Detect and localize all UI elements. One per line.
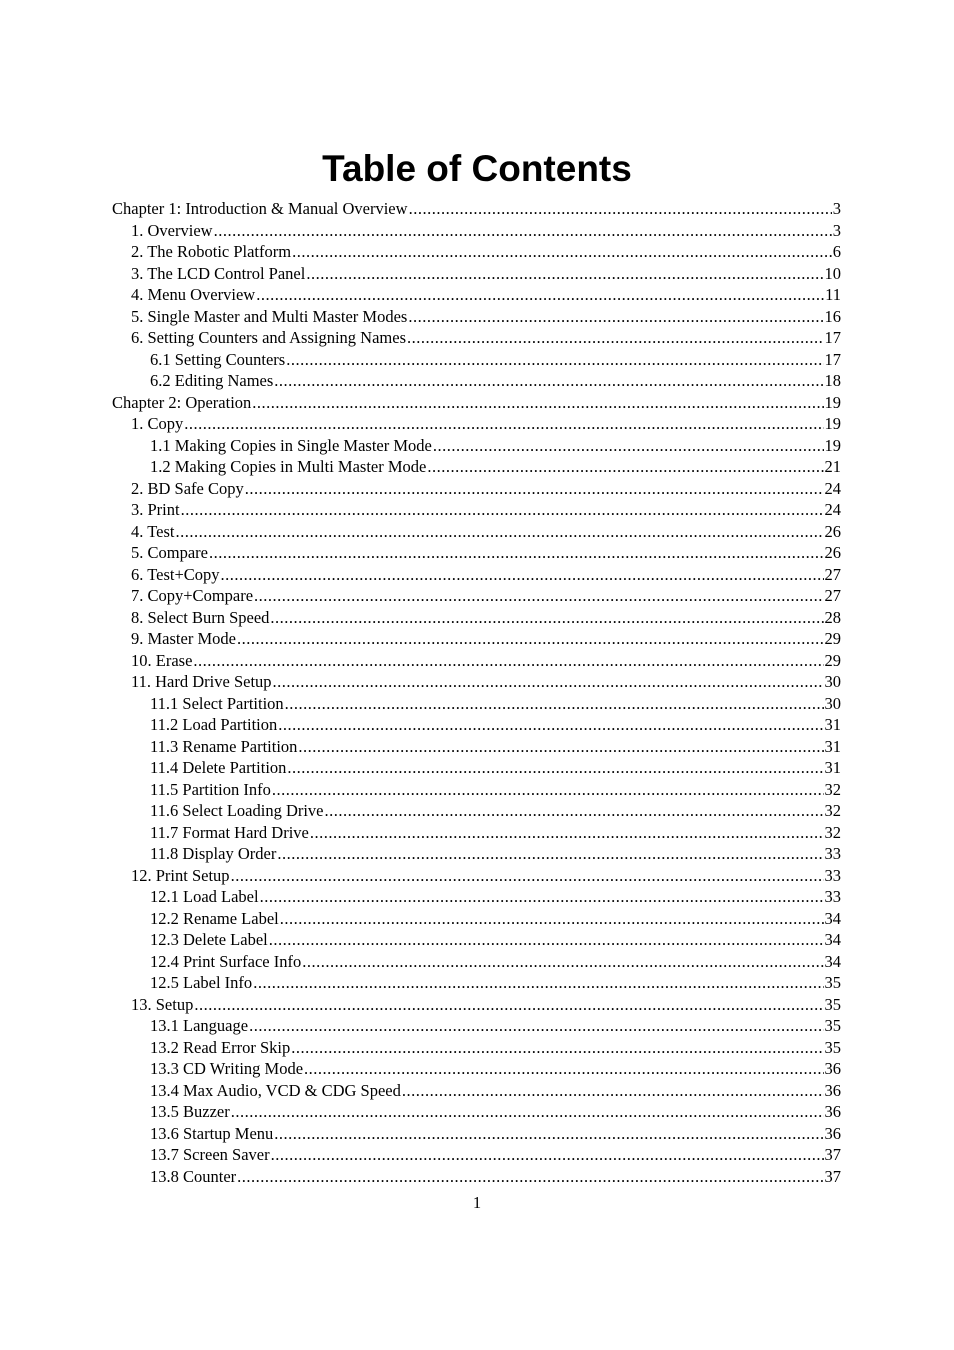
toc-dot-leader: [175, 521, 823, 543]
toc-entry-label: 6. Test+Copy: [131, 564, 220, 584]
toc-dot-leader: [252, 392, 823, 414]
toc-entry-page: 24: [824, 500, 841, 519]
toc-entry[interactable]: [112, 714, 841, 736]
toc-dot-leader: [214, 220, 832, 242]
toc-entry-page: 31: [824, 715, 841, 734]
toc-entry-label: 11.5 Partition Info: [150, 779, 271, 799]
toc-dot-leader: [194, 994, 823, 1016]
toc-entry-page: 30: [824, 672, 841, 691]
toc-entry-label: Chapter 1: Introduction & Manual Overview: [112, 199, 408, 218]
toc-entry-label: 11.2 Load Partition: [150, 715, 278, 734]
toc-entry-page: 35: [824, 973, 841, 992]
toc-dot-leader: [302, 951, 823, 973]
toc-entry-label: 11.1 Select Partition: [150, 693, 284, 713]
toc-entry-label: 12. Print Setup: [131, 865, 230, 885]
toc-entry-label: 2. BD Safe Copy: [131, 478, 244, 498]
toc-dot-leader: [427, 456, 823, 478]
toc-entry[interactable]: [112, 349, 841, 371]
toc-entry[interactable]: [112, 1037, 841, 1059]
toc-entry-page: 36: [824, 1123, 841, 1143]
toc-entry-label: 7. Copy+Compare: [131, 586, 254, 605]
toc-entry-label: Chapter 2: Operation: [112, 392, 252, 412]
toc-entry-page: 19: [824, 414, 841, 433]
toc-dot-leader: [237, 628, 824, 650]
toc-entry-page: 34: [824, 951, 841, 971]
toc-entry-page: 16: [824, 306, 841, 326]
toc-dot-leader: [272, 779, 824, 801]
toc-dot-leader: [270, 607, 823, 629]
toc-entry-page: 29: [824, 629, 841, 648]
toc-entry[interactable]: [112, 499, 841, 521]
toc-entry-page: 34: [824, 908, 841, 928]
toc-dot-leader: [277, 843, 823, 865]
toc-dot-leader: [184, 413, 823, 435]
toc-dot-leader: [286, 349, 823, 371]
toc-entry-label: 12.5 Label Info: [150, 973, 253, 992]
toc-entry-page: 36: [824, 1059, 841, 1078]
toc-entry-label: 13.2 Read Error Skip: [150, 1037, 291, 1057]
toc-dot-leader: [221, 564, 824, 586]
toc-entry-page: 32: [824, 801, 841, 820]
toc-dot-leader: [287, 757, 823, 779]
toc-entry-label: 13.1 Language: [150, 1016, 249, 1035]
toc-entry-label: 13. Setup: [131, 994, 194, 1014]
toc-dot-leader: [249, 1015, 823, 1037]
toc-dot-leader: [209, 542, 824, 564]
toc-entry-page: 33: [824, 887, 841, 906]
toc-entry[interactable]: [112, 220, 841, 242]
toc-entry-page: 19: [824, 435, 841, 455]
toc-entry[interactable]: [112, 994, 841, 1016]
toc-entry[interactable]: [112, 908, 841, 930]
toc-entry[interactable]: [112, 865, 841, 887]
toc-dot-leader: [325, 800, 824, 822]
toc-entry-label: 9. Master Mode: [131, 629, 236, 648]
toc-dot-leader: [273, 671, 824, 693]
toc-entry-label: 3. The LCD Control Panel: [131, 263, 306, 283]
toc-entry-label: 13.4 Max Audio, VCD & CDG Speed: [150, 1080, 401, 1100]
toc-entry-page: 27: [824, 586, 841, 605]
toc-entry-page: 21: [824, 457, 841, 476]
toc-entry-page: 19: [824, 392, 841, 412]
toc-entry-page: 33: [824, 844, 841, 863]
toc-entry-page: 17: [824, 328, 841, 347]
toc-dot-leader: [231, 865, 824, 887]
toc-entry-page: 36: [824, 1080, 841, 1100]
toc-entry-page: 11: [825, 285, 841, 304]
toc-entry-label: 4. Test: [131, 521, 175, 541]
toc-dot-leader: [407, 327, 824, 349]
toc-dot-leader: [292, 241, 832, 263]
toc-entry[interactable]: [112, 306, 841, 328]
toc-dot-leader: [304, 1058, 823, 1080]
toc-entry-page: 24: [824, 478, 841, 498]
toc-dot-leader: [408, 306, 823, 328]
toc-entry-label: 10. Erase: [131, 650, 193, 670]
toc-entry-page: 33: [824, 865, 841, 885]
toc-entry[interactable]: [112, 736, 841, 758]
toc-entry[interactable]: [112, 693, 841, 715]
toc-entry-page: 30: [824, 693, 841, 713]
toc-entry-page: 3: [832, 220, 841, 240]
toc-entry[interactable]: [112, 800, 841, 822]
toc-entry-label: 1. Copy: [131, 414, 184, 433]
toc-entry-label: 11.4 Delete Partition: [150, 758, 287, 777]
toc-dot-leader: [306, 263, 823, 285]
toc-entry-page: 37: [824, 1145, 841, 1164]
toc-entry[interactable]: [112, 1080, 841, 1102]
toc-dot-leader: [285, 693, 824, 715]
toc-entry[interactable]: [112, 886, 841, 908]
toc-dot-leader: [271, 1144, 824, 1166]
toc-entry[interactable]: [112, 564, 841, 586]
table-of-contents: [112, 198, 841, 1187]
toc-entry[interactable]: [112, 1015, 841, 1037]
toc-entry[interactable]: [112, 478, 841, 500]
toc-entry[interactable]: [112, 585, 841, 607]
toc-entry-page: 35: [824, 1037, 841, 1057]
toc-dot-leader: [278, 714, 823, 736]
toc-entry[interactable]: [112, 435, 841, 457]
toc-entry[interactable]: [112, 413, 841, 435]
toc-dot-leader: [402, 1080, 824, 1102]
toc-entry-label: 5. Compare: [131, 543, 208, 562]
toc-entry[interactable]: [112, 327, 841, 349]
toc-entry-label: 11.3 Rename Partition: [150, 736, 298, 756]
toc-entry-page: 27: [824, 564, 841, 584]
toc-entry-page: 17: [824, 349, 841, 369]
toc-entry[interactable]: [112, 370, 841, 392]
toc-entry-label: 11.7 Format Hard Drive: [150, 822, 309, 842]
toc-entry-page: 18: [824, 371, 841, 390]
toc-entry-page: 31: [824, 736, 841, 756]
toc-entry-page: 34: [824, 930, 841, 949]
toc-entry-page: 31: [824, 758, 841, 777]
toc-entry-label: 13.8 Counter: [150, 1166, 237, 1186]
toc-entry-label: 5. Single Master and Multi Master Modes: [131, 306, 408, 326]
toc-entry[interactable]: [112, 542, 841, 564]
toc-entry[interactable]: [112, 671, 841, 693]
toc-entry[interactable]: [112, 456, 841, 478]
toc-entry-page: 32: [824, 779, 841, 799]
toc-entry-page: 3: [832, 199, 841, 218]
toc-entry-page: 26: [824, 543, 841, 562]
toc-entry-label: 8. Select Burn Speed: [131, 607, 270, 627]
toc-entry[interactable]: [112, 1166, 841, 1188]
toc-entry-label: 1.1 Making Copies in Single Master Mode: [150, 435, 432, 455]
toc-entry[interactable]: [112, 1144, 841, 1166]
toc-entry-label: 13.6 Startup Menu: [150, 1123, 274, 1143]
toc-entry[interactable]: [112, 1058, 841, 1080]
toc-entry[interactable]: [112, 951, 841, 973]
toc-dot-leader: [274, 370, 823, 392]
toc-dot-leader: [245, 478, 824, 500]
page-number: 1: [472, 1193, 482, 1212]
toc-entry-page: 35: [824, 994, 841, 1014]
toc-dot-leader: [256, 284, 824, 306]
toc-dot-leader: [260, 886, 824, 908]
toc-entry-page: 6: [832, 242, 841, 261]
toc-dot-leader: [291, 1037, 823, 1059]
toc-dot-leader: [280, 908, 824, 930]
toc-entry[interactable]: [112, 392, 841, 414]
toc-entry-label: 4. Menu Overview: [131, 285, 256, 304]
toc-dot-leader: [193, 650, 823, 672]
toc-dot-leader: [231, 1101, 824, 1123]
toc-entry-label: 11. Hard Drive Setup: [131, 672, 272, 691]
toc-entry-label: 11.8 Display Order: [150, 844, 277, 863]
toc-entry[interactable]: [112, 822, 841, 844]
toc-entry-label: 12.2 Rename Label: [150, 908, 279, 928]
toc-entry-label: 12.1 Load Label: [150, 887, 259, 906]
toc-entry[interactable]: [112, 263, 841, 285]
toc-entry-label: 13.3 CD Writing Mode: [150, 1059, 304, 1078]
toc-entry-page: 26: [824, 521, 841, 541]
toc-entry-page: 29: [824, 650, 841, 670]
toc-entry[interactable]: [112, 843, 841, 865]
toc-entry-label: 1.2 Making Copies in Multi Master Mode: [150, 457, 427, 476]
toc-dot-leader: [274, 1123, 823, 1145]
toc-dot-leader: [254, 585, 823, 607]
toc-entry-label: 6.2 Editing Names: [150, 371, 274, 390]
toc-entry-page: 10: [824, 263, 841, 283]
toc-entry-label: 11.6 Select Loading Drive: [150, 801, 324, 820]
toc-entry[interactable]: [112, 779, 841, 801]
toc-dot-leader: [269, 929, 824, 951]
toc-entry[interactable]: [112, 1123, 841, 1145]
toc-entry[interactable]: [112, 521, 841, 543]
toc-dot-leader: [409, 198, 832, 220]
toc-dot-leader: [253, 972, 823, 994]
toc-dot-leader: [433, 435, 824, 457]
toc-entry-label: 13.7 Screen Saver: [150, 1145, 270, 1164]
toc-entry-label: 3. Print: [131, 500, 180, 519]
toc-entry[interactable]: [112, 607, 841, 629]
toc-entry[interactable]: [112, 241, 841, 263]
toc-entry[interactable]: [112, 1101, 841, 1123]
toc-dot-leader: [237, 1166, 823, 1188]
toc-entry[interactable]: [112, 284, 841, 306]
toc-entry[interactable]: [112, 972, 841, 994]
toc-entry-label: 6.1 Setting Counters: [150, 349, 286, 369]
toc-dot-leader: [298, 736, 823, 758]
toc-entry[interactable]: [112, 929, 841, 951]
toc-entry-page: 36: [824, 1102, 841, 1121]
toc-entry-page: 28: [824, 607, 841, 627]
toc-entry-label: 2. The Robotic Platform: [131, 242, 292, 261]
toc-entry-label: 6. Setting Counters and Assigning Names: [131, 328, 406, 347]
toc-entry[interactable]: [112, 198, 841, 220]
toc-dot-leader: [310, 822, 824, 844]
toc-entry[interactable]: [112, 757, 841, 779]
toc-entry-label: 13.5 Buzzer: [150, 1102, 230, 1121]
toc-entry[interactable]: [112, 650, 841, 672]
toc-entry[interactable]: [112, 628, 841, 650]
toc-dot-leader: [181, 499, 824, 521]
toc-entry-page: 37: [824, 1166, 841, 1186]
toc-entry-label: 12.4 Print Surface Info: [150, 951, 302, 971]
toc-entry-label: 12.3 Delete Label: [150, 930, 268, 949]
toc-entry-label: 1. Overview: [131, 220, 213, 240]
toc-entry-page: 35: [824, 1016, 841, 1035]
page-title: Table of Contents: [322, 148, 632, 189]
toc-entry-page: 32: [824, 822, 841, 842]
